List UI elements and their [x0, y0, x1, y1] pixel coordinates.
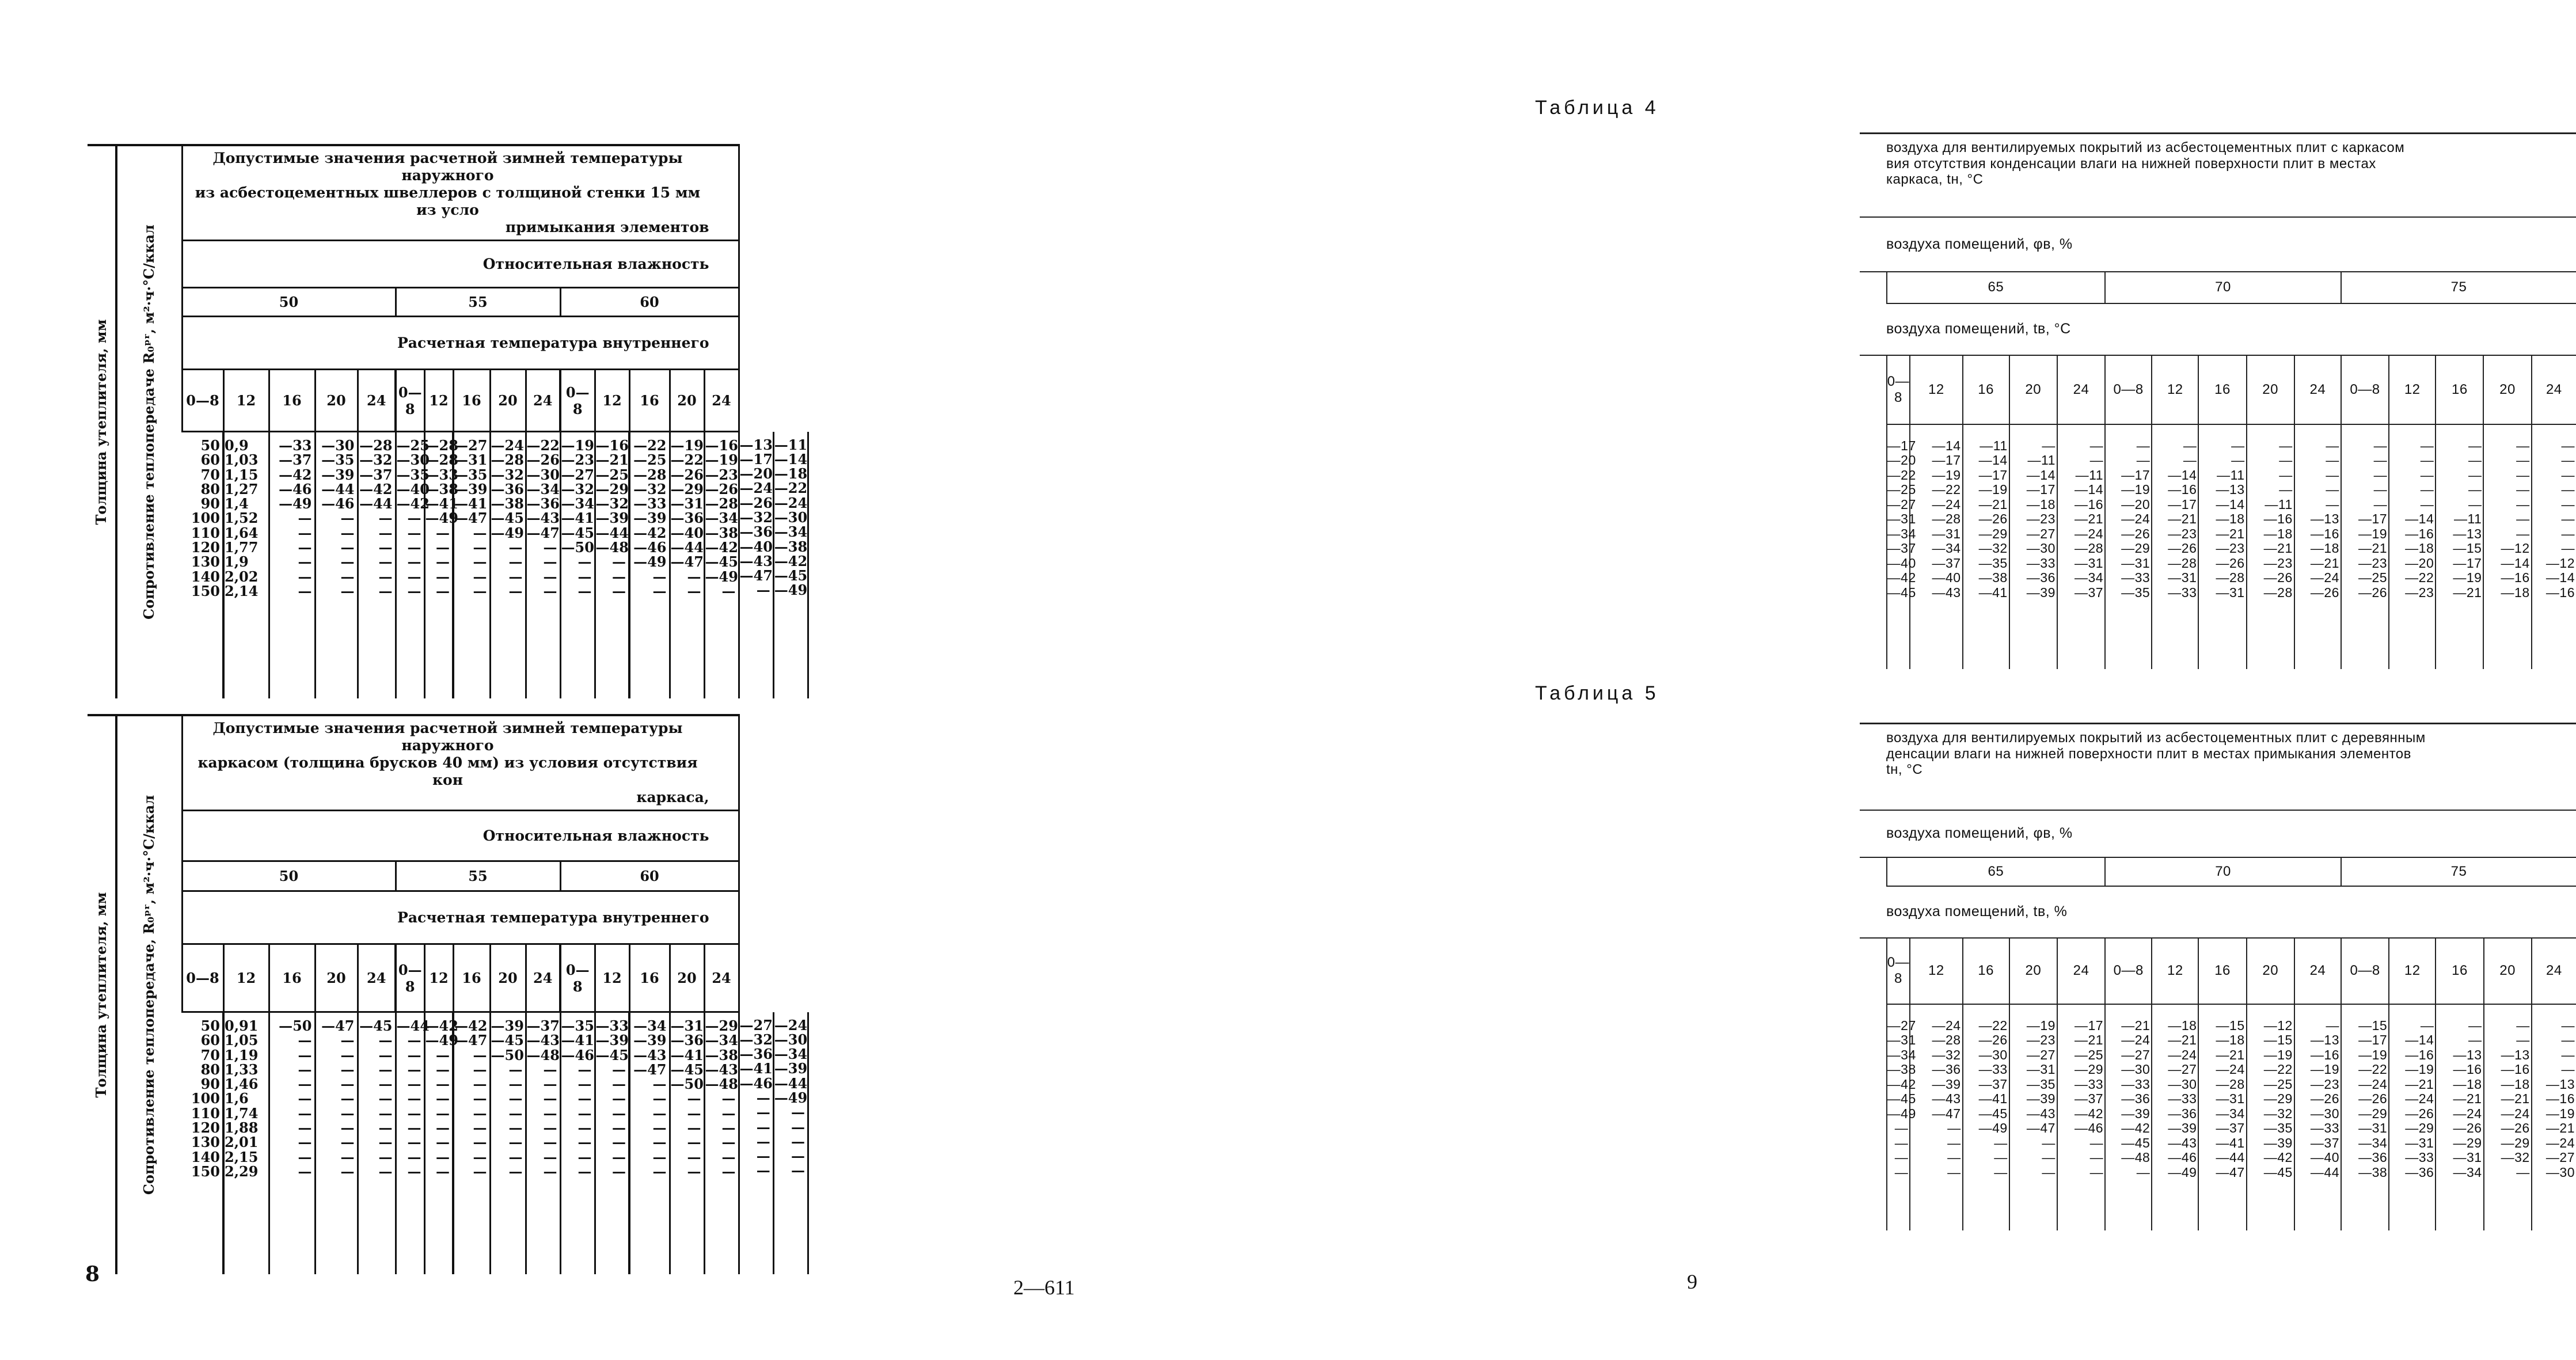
title-line: Допустимые значения расчетной зимней температуры наружного	[212, 720, 683, 754]
temp-column-header: 12	[2152, 355, 2198, 424]
value-column: —34 —39 —43 —47 — — — — — — —	[629, 1012, 670, 1274]
thickness-header-cell	[88, 145, 116, 698]
value-column: —14 —17 —19 —22 —24 —28 —31 —34 —37 —40 —43	[1910, 424, 1962, 669]
value-column: —27 —32 —36 —41 —46 — — — — — —	[739, 1012, 773, 1274]
spacer-cell	[1860, 857, 1887, 886]
value-column: —21 —24 —27 —30 —33 —36 —39 —42 —45 —48 —	[2105, 1004, 2152, 1230]
value-column: —15 —17 —19 —22 —24 —26 —29 —31 —34 —36 —38	[2341, 1004, 2389, 1230]
temp-column-header: 16	[2198, 938, 2246, 1004]
resistance-header: Сопротивление теплопередаче R₀ᵖʳ, м²·ч·°С/ккал	[140, 225, 158, 620]
right-table-5	[1860, 723, 2576, 1230]
temp-column-header: 20	[670, 370, 704, 432]
value-column: —27 —31 —35 —39 —41 —47 — — — — —	[453, 432, 490, 698]
temp-column-header: 16	[2436, 938, 2483, 1004]
temp-column-header: 0—8	[2341, 938, 2389, 1004]
temp-header-row	[1860, 355, 2576, 424]
temp-column-header: 20	[2247, 938, 2294, 1004]
internal-temp-label: воздуха помещений, tв, %	[1860, 886, 2576, 938]
temp-column-header: 24	[2532, 938, 2576, 1004]
humidity-group: 75	[2341, 272, 2576, 303]
temp-header-row	[88, 944, 808, 1012]
value-column: — — — — —11 —16 —18 —21 —23 —26 —28	[2247, 424, 2294, 669]
temp-column-header: 24	[2057, 355, 2105, 424]
value-column: —24 —28 —32 —36 —38 —45 —49 — — — —	[490, 432, 526, 698]
temp-column-header: 0—8	[2105, 355, 2152, 424]
temp-column-header: 24	[704, 370, 739, 432]
temp-column-header: 0—8	[182, 370, 223, 432]
value-column: — — — — — — — —12 —14 —16 —18	[2483, 424, 2531, 669]
temp-column-header: 0—8	[182, 944, 223, 1012]
thickness-header: Толщина утеплителя, мм	[93, 319, 109, 525]
value-column: —22 —26 —30 —33 —37 —41 —45 —49 — — —	[1963, 1004, 2009, 1230]
values-row	[1860, 424, 2576, 669]
value-column: —15 —18 —21 —24 —28 —31 —34 —37 —41 —44 —47	[2198, 1004, 2246, 1230]
thickness-header-cell	[88, 715, 116, 1274]
temp-column-header: 12	[595, 370, 629, 432]
humidity-group: 55	[396, 861, 560, 891]
temp-column-header: 16	[453, 944, 490, 1012]
value-column: —11 —14 —18 —22 —24 —30 —34 —38 —42 —45 —49	[773, 432, 808, 698]
signature-mark: 2—611	[1013, 1276, 1075, 1299]
value-column: —29 —34 —38 —43 —48 — — — — — —	[704, 1012, 739, 1274]
temp-column-header: 24	[358, 944, 396, 1012]
temp-column-header: 0—8	[396, 370, 424, 432]
value-column: —12 —15 —19 —22 —25 —29 —32 —35 —39 —42 —45	[2247, 1004, 2294, 1230]
value-column: — — —17 —19 —20 —24 —26 —29 —31 —33 —35	[2105, 424, 2152, 669]
value-column: —42 —49 — — — — — — — — —	[424, 1012, 453, 1274]
temp-column-header: 12	[223, 370, 269, 432]
temp-column-header: 12	[1910, 355, 1962, 424]
temp-column-header: 12	[1910, 938, 1962, 1004]
humidity-group: 65	[1887, 272, 2105, 303]
value-column: — — — — — —13 —16 —18 —21 —24 —26	[2294, 424, 2341, 669]
value-column: —30 —35 —39 —44 —46 — — — — — —	[315, 432, 358, 698]
value-column: —28 —28 —33 —38 —41 —49 — — — — —	[424, 432, 453, 698]
value-column: — — — — — —17 —19 —21 —23 —25 —26	[2341, 424, 2389, 669]
temp-column-header: 20	[2247, 355, 2294, 424]
resistance-header-cell	[116, 715, 182, 1274]
temp-column-header: 24	[2294, 355, 2341, 424]
temp-column-header: 20	[2484, 938, 2532, 1004]
title-line: каркаса,	[636, 789, 709, 806]
internal-temp-label: Расчетная температура внутреннего	[182, 317, 739, 370]
table-title	[182, 145, 739, 241]
title-line: воздуха для вентилируемых покрытий из асбестоцементных плит с деревянным	[1886, 730, 2426, 746]
right-table-4	[1860, 132, 2576, 669]
temp-column-header: 0—8	[2105, 938, 2152, 1004]
value-column: —44 — — — — — — — — — —	[396, 1012, 424, 1274]
temp-column-header: 0—8	[560, 370, 595, 432]
value-column: —22 —25 —28 —32 —33 —39 —42 —46 —49 — —	[629, 432, 670, 698]
value-column: —35 —41 —46 — — — — — — — —	[560, 1012, 595, 1274]
value-column: —24 —30 —34 —39 —44 —49 — — — — —	[773, 1012, 808, 1274]
left-table-channels	[88, 144, 809, 698]
value-column: —45 — — — — — — — — — —	[358, 1012, 396, 1274]
value-column: —33 —37 —42 —46 —49 — — — — — —	[269, 432, 315, 698]
temp-column-header: 16	[2198, 355, 2246, 424]
value-column: — —13 —16 —19 —23 —26 —30 —33 —37 —40 —44	[2294, 1004, 2341, 1230]
temp-column-header: 0—8	[2341, 355, 2389, 424]
humidity-label: Относительная влажность	[182, 241, 739, 288]
temp-column-header: 12	[595, 944, 629, 1012]
temp-column-header: 24	[358, 370, 396, 432]
humidity-group: 55	[396, 288, 560, 317]
temp-column-header: 12	[424, 370, 453, 432]
value-column: —18 —21 —24 —27 —30 —33 —36 —39 —43 —46 —49	[2152, 1004, 2198, 1230]
temp-column-header: 16	[2436, 355, 2483, 424]
value-column: —11 —14 —17 —19 —21 —26 —29 —32 —35 —38 —41	[1963, 424, 2009, 669]
resistance-column: 0,91 1,05 1,19 1,33 1,46 1,6 1,74 1,88 2,01 2,15 2,29	[223, 1012, 269, 1274]
temp-column-header: 0—8	[560, 944, 595, 1012]
resistance-column: 0,9 1,03 1,15 1,27 1,4 1,52 1,64 1,77 1,9 2,02 2,14	[223, 432, 269, 698]
value-column: —42 —47 — — — — — — — — —	[453, 1012, 490, 1274]
value-column: — — —11 —14 —16 —21 —24 —28 —31 —34 —37	[2057, 424, 2105, 669]
value-column: — — —13 —16 —18 —21 —24 —26 —29 —32 —	[2484, 1004, 2532, 1230]
spacer-cell	[1860, 424, 1887, 669]
temp-column-header: 24	[2294, 938, 2341, 1004]
temp-column-header: 20	[490, 370, 526, 432]
humidity-group: 50	[182, 288, 396, 317]
temp-column-header: 24	[526, 944, 560, 1012]
value-column: —19 —22 —26 —29 —31 —36 —40 —44 —47 — —	[670, 432, 704, 698]
temp-column-header: 20	[315, 944, 358, 1012]
humidity-label: воздуха помещений, φв, %	[1860, 810, 2576, 857]
value-column: — — — — — —14 —16 —18 —20 —22 —23	[2389, 424, 2436, 669]
temp-column-header: 20	[2483, 355, 2531, 424]
humidity-group: 60	[560, 861, 739, 891]
value-column: —28 —32 —37 —42 —44 — — — — — —	[358, 432, 396, 698]
temp-column-header: 16	[629, 370, 670, 432]
value-column: — — — — — —11 —13 —15 —17 —19 —21	[2436, 424, 2483, 669]
temp-header-row	[88, 370, 808, 432]
value-column: —19 —23 —27 —32 —34 —41 —45 —50 — — —	[560, 432, 595, 698]
temp-column-header: 12	[223, 944, 269, 1012]
temp-column-header: 12	[2389, 938, 2436, 1004]
humidity-group: 50	[182, 861, 396, 891]
left-page	[0, 0, 884, 1360]
value-column: — — —11 —13 —14 —18 —21 —23 —26 —28 —31	[2198, 424, 2246, 669]
value-column: —31 —36 —41 —45 —50 — — — — — —	[670, 1012, 704, 1274]
title-line: воздуха для вентилируемых покрытий из асбестоцементных плит с каркасом	[1886, 140, 2405, 155]
title-line: вия отсутствия конденсации влаги на нижней поверхности плит в местах	[1886, 155, 2376, 172]
temp-column-header: 24	[526, 370, 560, 432]
humidity-label: Относительная влажность	[182, 811, 739, 861]
table-5-label: Таблица 5	[1535, 682, 1659, 704]
spacer-cell	[1860, 355, 1887, 424]
value-column: —39 —45 —50 — — — — — — — —	[490, 1012, 526, 1274]
page-number: 8	[85, 1262, 100, 1286]
temp-column-header: 16	[629, 944, 670, 1012]
value-column: —17 —20 —22 —25 —27 —31 —34 —37 —40 —42 —45	[1887, 424, 1910, 669]
value-column: —22 —26 —30 —34 —36 —43 —47 — — — —	[526, 432, 560, 698]
table-4-label: Таблица 4	[1535, 97, 1659, 119]
temp-column-header: 0—8	[396, 944, 424, 1012]
humidity-group: 65	[1887, 857, 2105, 886]
values-row	[88, 432, 808, 698]
table-title	[1860, 724, 2576, 810]
title-line: tн, °С	[1886, 762, 1923, 778]
resistance-header: Сопротивление теплопередаче, R₀ᵖʳ, м²·ч·°С/ккал	[140, 795, 158, 1195]
temp-column-header: 24	[2532, 355, 2576, 424]
values-row	[1860, 1004, 2576, 1230]
humidity-group: 70	[2105, 272, 2341, 303]
title-line: каркасом (толщина брусков 40 мм) из условия отсутствия кон	[197, 754, 698, 788]
value-column: —47 — — — — — — — — — —	[315, 1012, 358, 1274]
value-column: —37 —43 —48 — — — — — — — —	[526, 1012, 560, 1274]
values-row	[88, 1012, 808, 1274]
internal-temp-label: воздуха помещений, tв, °С	[1860, 303, 2576, 355]
value-column: — —11 —14 —17 —18 —23 —27 —30 —33 —36 —39	[2009, 424, 2057, 669]
table-title	[182, 715, 739, 811]
thickness-column: 50 60 70 80 90 100 110 120 130 140 150	[191, 437, 220, 599]
value-column: —16 —21 —25 —29 —32 —39 —44 —48 — — —	[595, 432, 629, 698]
temp-column-header: 16	[453, 370, 490, 432]
value-column: —13 —17 —20 —24 —26 —32 —36 —40 —43 —47 —	[739, 432, 773, 698]
value-column: — — —14 —16 —17 —21 —23 —26 —28 —31 —33	[2152, 424, 2198, 669]
left-table-frame	[88, 714, 809, 1274]
title-line: денсации влаги на нижней поверхности плит в местах примыкания элементов	[1886, 746, 2411, 762]
humidity-label: воздуха помещений, φв, %	[1860, 217, 2576, 272]
humidity-group: 60	[560, 288, 739, 317]
spacer-cell	[1860, 272, 1887, 303]
temp-column-header: 0—8	[1887, 938, 1910, 1004]
title-line: каркаса, tн, °С	[1886, 172, 1984, 188]
value-column: — — —13 —16 —18 —21 —24 —26 —29 —31 —34	[2436, 1004, 2483, 1230]
page-number: 9	[1687, 1270, 1697, 1293]
value-column: —50 — — — — — — — — — —	[269, 1012, 315, 1274]
temp-column-header: 12	[2389, 355, 2436, 424]
title-line: из асбестоцементных швеллеров с толщиной стенки 15 мм из усло	[195, 184, 701, 218]
value-column: —17 —21 —25 —29 —33 —37 —42 —46 — — —	[2057, 1004, 2105, 1230]
temp-column-header: 20	[2009, 938, 2057, 1004]
thickness-header: Толщина утеплителя, мм	[93, 892, 109, 1098]
value-column: —19 —23 —27 —31 —35 —39 —43 —47 — — —	[2009, 1004, 2057, 1230]
table-title	[1860, 134, 2576, 217]
spacer-cell	[1860, 938, 1887, 1004]
right-page	[884, 0, 2575, 1360]
title-line: Допустимые значения расчетной зимней температуры наружного	[212, 150, 683, 184]
temp-column-header: 16	[269, 944, 315, 1012]
temp-column-header: 16	[1963, 938, 2009, 1004]
temp-column-header: 20	[2009, 355, 2057, 424]
temp-column-header: 20	[490, 944, 526, 1012]
title-line: примыкания элементов	[505, 219, 709, 235]
spacer-cell	[1860, 1004, 1887, 1230]
value-column: —25 —30 —35 —40 —42 — — — — — —	[396, 432, 424, 698]
temp-column-header: 24	[704, 944, 739, 1012]
value-column: —33 —39 —45 — — — — — — — —	[595, 1012, 629, 1274]
temp-column-header: 24	[2057, 938, 2105, 1004]
temp-column-header: 16	[1963, 355, 2009, 424]
internal-temp-label: Расчетная температура внутреннего	[182, 891, 739, 944]
value-column: — —14 —16 —19 —21 —24 —26 —29 —31 —33 —36	[2389, 1004, 2436, 1230]
temp-column-header: 12	[424, 944, 453, 1012]
temp-header-row	[1860, 938, 2576, 1004]
resistance-header-cell	[116, 145, 182, 698]
value-column: — — — — — — — — —12 —14 —16	[2532, 424, 2576, 669]
thickness-column: 50 60 70 80 90 100 110 120 130 140 150	[191, 1017, 220, 1180]
humidity-group: 70	[2105, 857, 2341, 886]
temp-column-header: 16	[269, 370, 315, 432]
value-column: —16 —19 —23 —26 —28 —34 —38 —42 —45 —49 —	[704, 432, 739, 698]
value-column: — — — — —13 —16 —19 —21 —24 —27 —30	[2532, 1004, 2576, 1230]
humidity-group: 75	[2341, 857, 2576, 886]
temp-column-header: 12	[2152, 938, 2198, 1004]
value-column: —24 —28 —32 —36 —39 —43 —47 — — — —	[1910, 1004, 1962, 1230]
temp-column-header: 20	[315, 370, 358, 432]
temp-column-header: 20	[670, 944, 704, 1012]
temp-column-header: 0—8	[1887, 355, 1910, 424]
value-column: —27 —31 —34 —38 —42 —45 —49 — — — —	[1887, 1004, 1910, 1230]
